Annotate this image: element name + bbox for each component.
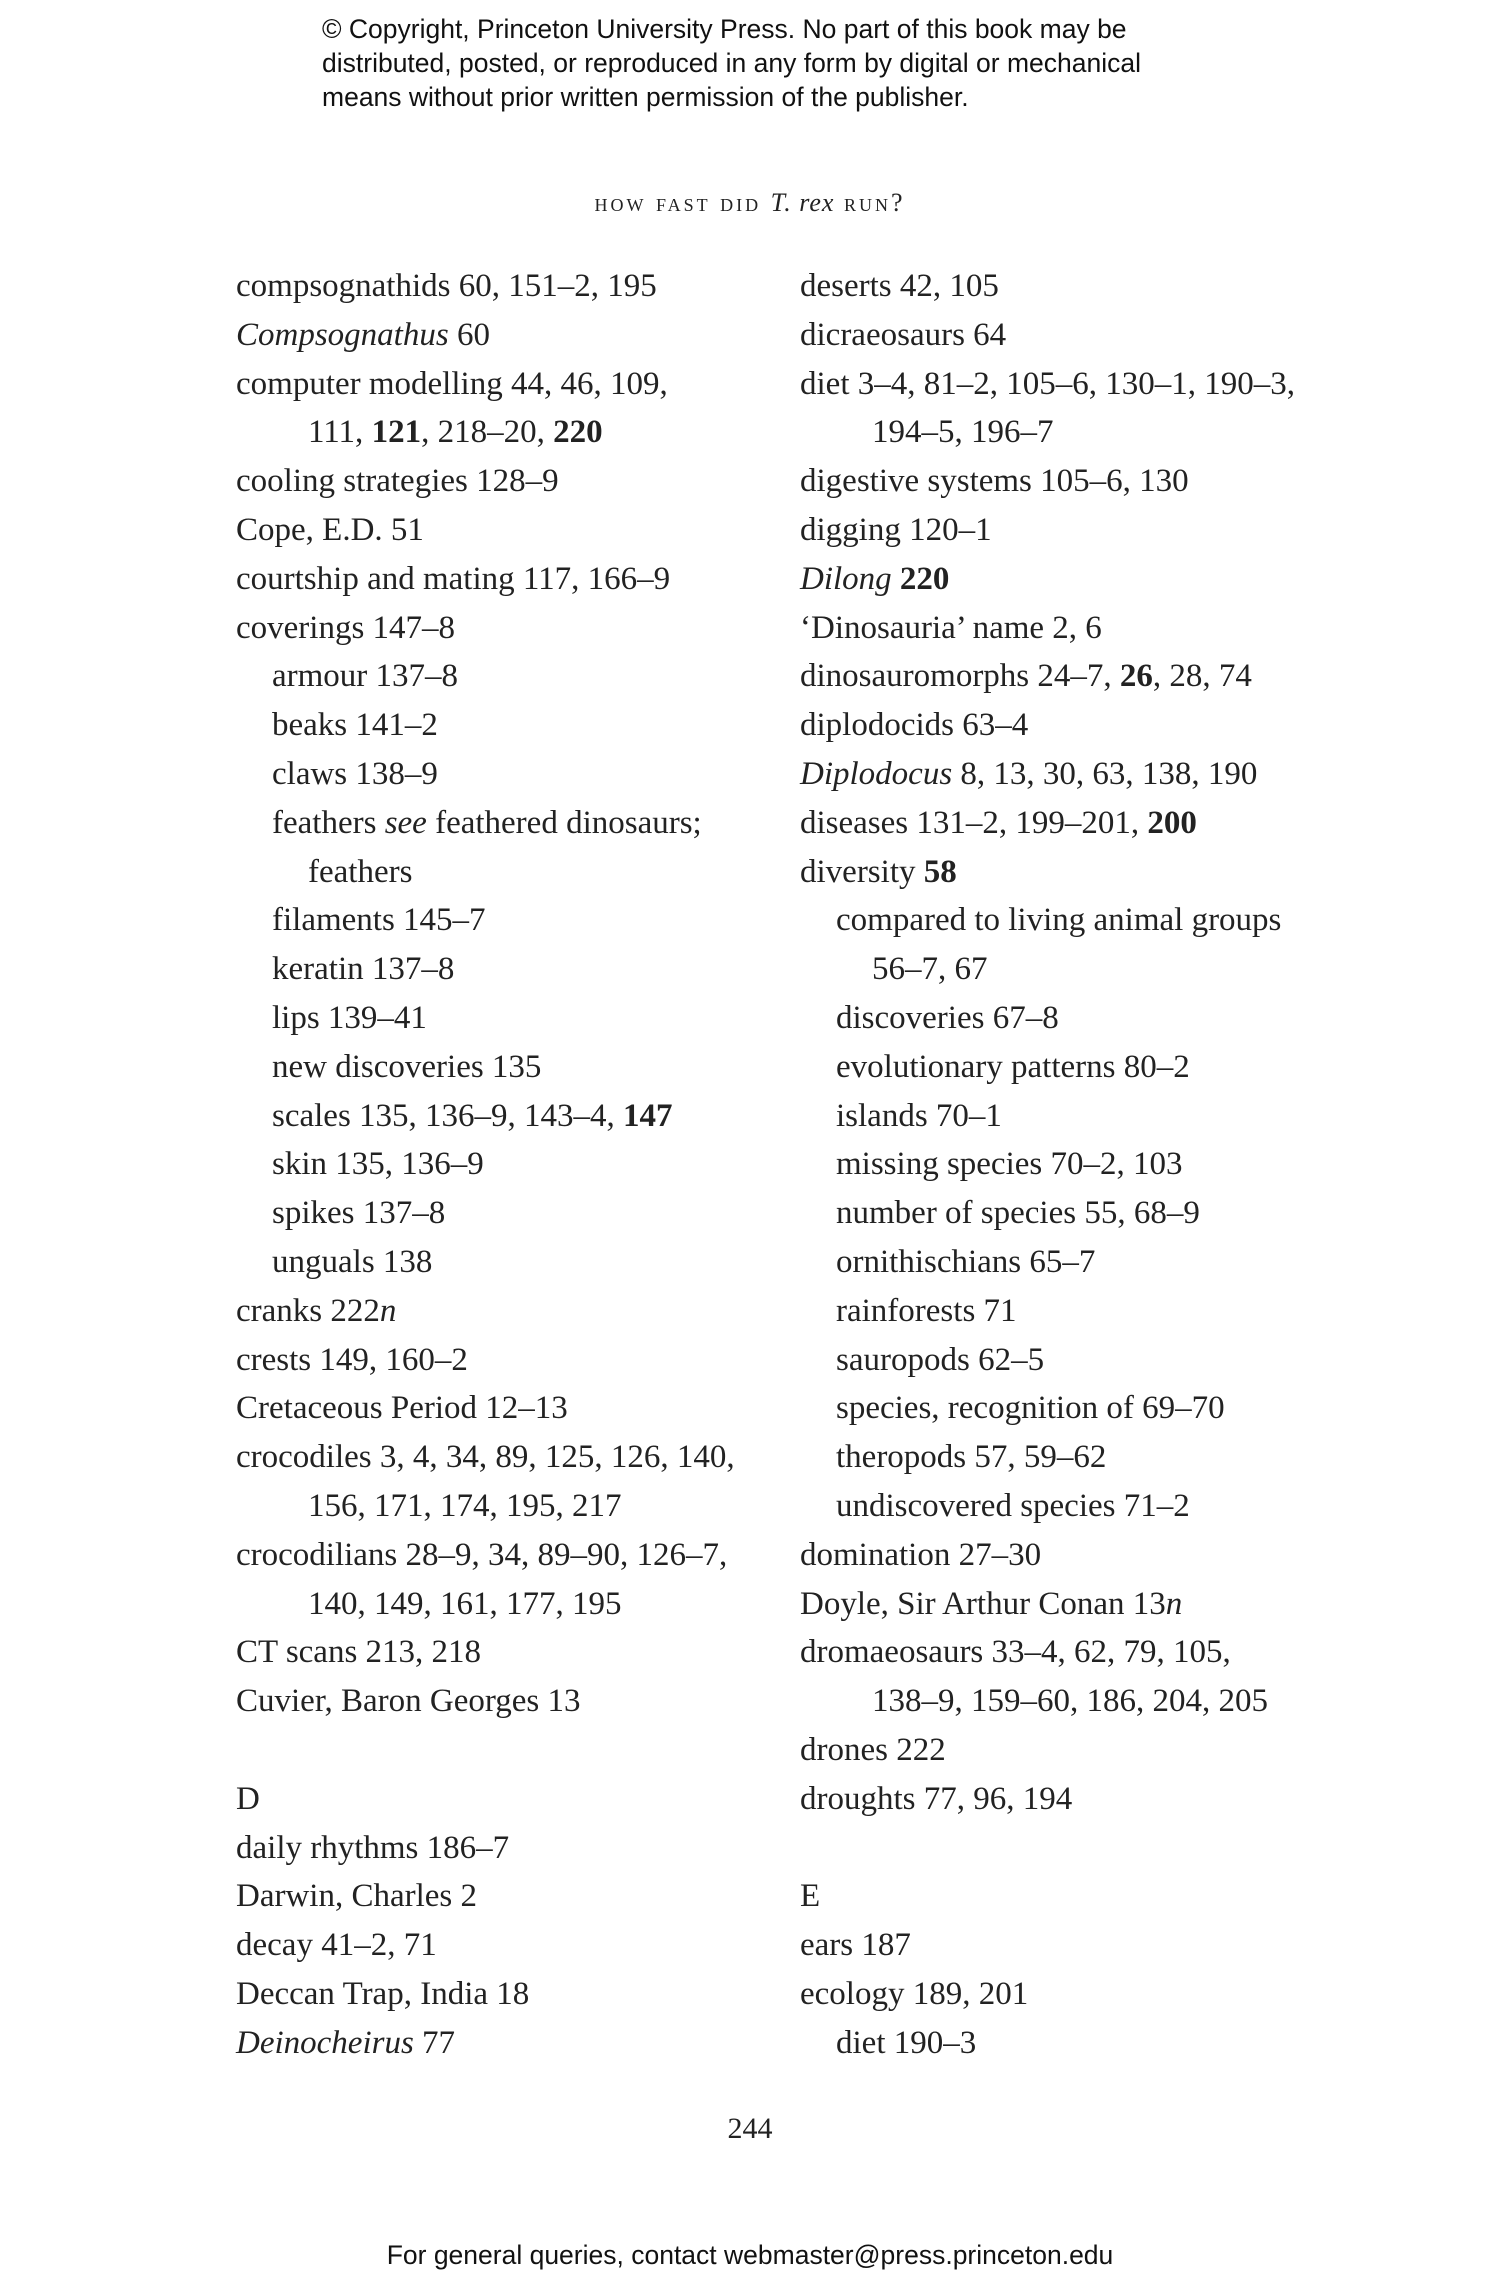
index-entry-text: deserts 42, 105 <box>800 268 999 304</box>
index-entry <box>236 2019 776 2068</box>
index-entry-text: 8, 13, 30, 63, 138, 190 <box>952 755 1258 792</box>
index-entry-text: dinosauromorphs 24–7, <box>800 658 1120 695</box>
index-entry <box>236 1970 776 2019</box>
index-entry-text: see <box>384 804 427 841</box>
index-entry-text: 200 <box>1147 804 1197 841</box>
index-entry <box>236 262 776 311</box>
index-entry <box>800 1531 1360 1580</box>
index-entry <box>800 360 1360 409</box>
index-entry <box>236 1384 776 1433</box>
index-entry-text: E <box>800 1878 821 1915</box>
index-entry-text: feathers <box>308 853 413 890</box>
index-entry <box>236 1287 776 1336</box>
index-entry <box>800 1970 1360 2019</box>
index-entry-text: droughts 77, 96, 194 <box>800 1780 1073 1817</box>
index-entry-text: Deccan Trap, India 18 <box>236 1975 530 2012</box>
running-head-part2: run? <box>843 188 906 217</box>
copyright-line: means without prior written permission of the publisher. <box>322 82 969 112</box>
index-entry-text: cooling strategies 128–9 <box>236 463 559 500</box>
page-number: 244 <box>727 2112 773 2145</box>
index-spacer <box>800 1824 1360 1873</box>
index-entry <box>800 1921 1360 1970</box>
index-entry <box>236 1433 776 1482</box>
index-entry-text: 156, 171, 174, 195, 217 <box>308 1487 622 1524</box>
index-entry <box>236 1531 776 1580</box>
index-entry <box>800 1433 1360 1482</box>
index-entry <box>800 1384 1360 1433</box>
copyright-line: distributed, posted, or reproduced in any form by digital or mechanical <box>322 48 1141 78</box>
index-entry-text: diet 3–4, 81–2, 105–6, 130–1, 190–3, <box>800 365 1295 402</box>
index-entry-text: diplodocids 63–4 <box>800 707 1029 744</box>
index-entry-text: drones 222 <box>800 1731 946 1768</box>
index-entry-text: filaments 145–7 <box>272 902 486 939</box>
index-entry-text: , 28, 74 <box>1152 658 1252 695</box>
index-entry <box>800 555 1360 604</box>
index-entry-text: rainforests 71 <box>836 1292 1017 1329</box>
index-entry-text: n <box>379 1292 397 1329</box>
index-entry <box>800 848 1360 897</box>
index-entry-text: Dilong <box>800 560 892 597</box>
index-entry <box>236 994 776 1043</box>
index-entry-text: theropods 57, 59–62 <box>836 1439 1107 1476</box>
index-entry <box>800 1726 1360 1775</box>
index-entry <box>800 1287 1360 1336</box>
index-entry-text: 194–5, 196–7 <box>872 414 1054 451</box>
index-entry-text: feathered dinosaurs; <box>426 804 702 841</box>
index-entry-text: courtship and mating 117, 166–9 <box>236 560 671 597</box>
index-entry-text: 77 <box>413 2024 456 2061</box>
index-entry-text: digging 120–1 <box>800 511 992 548</box>
index-entry <box>236 945 776 994</box>
index-entry-text: Compsognathus <box>236 316 449 353</box>
index-entry-text: 56–7, 67 <box>872 951 988 988</box>
index-entry-text: islands 70–1 <box>836 1097 1002 1134</box>
index-entry <box>800 1092 1360 1141</box>
index-entry-text: 140, 149, 161, 177, 195 <box>308 1585 622 1622</box>
index-entry-text: new discoveries 135 <box>272 1048 542 1085</box>
index-entry-text: number of species 55, 68–9 <box>836 1195 1200 1232</box>
index-entry <box>800 457 1360 506</box>
index-entry <box>800 311 1360 360</box>
index-entry <box>800 750 1360 799</box>
index-entry-text: ornithischians 65–7 <box>836 1243 1096 1280</box>
index-entry <box>236 1092 776 1141</box>
index-entry-text: 138–9, 159–60, 186, 204, 205 <box>872 1683 1268 1720</box>
index-entry-text: domination 27–30 <box>800 1536 1042 1573</box>
index-entry <box>236 750 776 799</box>
index-entry-text: feathers <box>272 804 385 841</box>
index-entry-text: scales 135, 136–9, 143–4, <box>272 1097 624 1134</box>
index-entry <box>236 1677 776 1726</box>
index-entry-text: digestive systems 105–6, 130 <box>800 463 1189 500</box>
index-entry-text: 147 <box>623 1097 673 1134</box>
index-entry <box>800 1043 1360 1092</box>
index-entry-text: claws 138–9 <box>272 755 438 792</box>
index-entry-text: ‘Dinosauria’ name 2, 6 <box>800 609 1102 646</box>
index-entry <box>800 1872 1360 1921</box>
index-entry <box>800 1677 1360 1726</box>
index-entry <box>800 2019 1360 2068</box>
index-entry-text: armour 137–8 <box>272 658 459 695</box>
index-entry <box>800 506 1360 555</box>
index-entry <box>236 1580 776 1629</box>
index-entry-text: computer modelling 44, 46, 109, <box>236 365 668 402</box>
index-entry <box>800 896 1360 945</box>
running-head-part1: how fast did <box>594 188 762 217</box>
index-entry-text: Darwin, Charles 2 <box>236 1878 478 1915</box>
index-entry-text: sauropods 62–5 <box>836 1341 1045 1378</box>
index-entry <box>236 1336 776 1385</box>
index-entry-text: ecology 189, 201 <box>800 1975 1029 2012</box>
index-entry <box>236 1189 776 1238</box>
index-entry-text: unguals 138 <box>272 1243 433 1280</box>
index-entry <box>236 652 776 701</box>
index-entry <box>236 701 776 750</box>
index-entry <box>236 506 776 555</box>
index-entry <box>236 1238 776 1287</box>
index-entry-text: compared to living animal groups <box>836 902 1282 939</box>
index-entry <box>236 604 776 653</box>
index-entry <box>800 1140 1360 1189</box>
index-entry-text: dromaeosaurs 33–4, 62, 79, 105, <box>800 1634 1231 1671</box>
index-entry <box>800 1238 1360 1287</box>
index-entry <box>236 799 776 848</box>
index-entry-text: spikes 137–8 <box>272 1195 446 1232</box>
index-entry-text: crests 149, 160–2 <box>236 1341 468 1378</box>
copyright-line: © Copyright, Princeton University Press. No part of this book may be <box>322 14 1127 44</box>
index-entry <box>800 701 1360 750</box>
index-entry-text: Cretaceous Period 12–13 <box>236 1390 568 1427</box>
index-entry-text: beaks 141–2 <box>272 707 438 744</box>
index-entry-text: dicraeosaurs 64 <box>800 316 1007 353</box>
running-head <box>0 188 1500 218</box>
index-entry-text <box>892 561 900 597</box>
index-entry-text: , 218–20, <box>421 414 554 451</box>
index-entry-text: diet 190–3 <box>836 2024 977 2061</box>
index-entry <box>236 1482 776 1531</box>
index-entry-text: decay 41–2, 71 <box>236 1927 437 1964</box>
index-entry <box>236 457 776 506</box>
index-entry <box>236 1140 776 1189</box>
index-entry-text: Diplodocus <box>800 755 953 792</box>
index-entry <box>800 262 1360 311</box>
index-entry <box>800 994 1360 1043</box>
index-entry <box>236 408 776 457</box>
index-entry <box>236 1824 776 1873</box>
index-entry-text: D <box>236 1780 260 1817</box>
index-entry-text: 220 <box>553 414 603 451</box>
index-entry-text: crocodilians 28–9, 34, 89–90, 126–7, <box>236 1536 728 1573</box>
index-entry-text: Cuvier, Baron Georges 13 <box>236 1683 581 1720</box>
index-entry <box>236 1628 776 1677</box>
index-entry <box>800 1628 1360 1677</box>
index-entry-text: Doyle, Sir Arthur Conan 13 <box>800 1585 1166 1622</box>
index-entry-text: 58 <box>923 853 957 890</box>
index-entry-text: discoveries 67–8 <box>836 999 1059 1036</box>
index-entry-text: undiscovered species 71–2 <box>836 1487 1190 1524</box>
index-entry <box>800 1482 1360 1531</box>
index-entry-text: ears 187 <box>800 1927 911 1964</box>
index-entry <box>236 1043 776 1092</box>
index-entry-text: 121 <box>371 414 422 451</box>
index-entry-text: Deinocheirus <box>236 2024 414 2061</box>
index-entry-text: Cope, E.D. 51 <box>236 511 424 548</box>
index-entry <box>800 1189 1360 1238</box>
index-entry-text: coverings 147–8 <box>236 609 456 646</box>
index-entry <box>800 408 1360 457</box>
copyright-notice <box>322 12 1322 114</box>
index-entry <box>236 311 776 360</box>
index-entry <box>800 604 1360 653</box>
index-entry-text: 60 <box>448 316 490 353</box>
index-entry-text: diversity <box>800 853 924 890</box>
index-entry <box>236 360 776 409</box>
index-entry <box>800 652 1360 701</box>
index-entry-text: n <box>1165 1585 1183 1622</box>
index-entry <box>236 896 776 945</box>
index-entry-text: cranks 222 <box>236 1292 380 1329</box>
index-entry-text: 220 <box>899 560 950 597</box>
index-entry-text: crocodiles 3, 4, 34, 89, 125, 126, 140, <box>236 1439 735 1476</box>
index-entry-text: lips 139–41 <box>272 999 427 1036</box>
index-entry <box>236 555 776 604</box>
index-entry-text: diseases 131–2, 199–201, <box>800 804 1148 841</box>
index-entry-text: 26 <box>1119 658 1153 695</box>
index-entry-text: daily rhythms 186–7 <box>236 1829 510 1866</box>
index-entry-text: evolutionary patterns 80–2 <box>836 1048 1190 1085</box>
index-entry-text: compsognathids 60, 151–2, 195 <box>236 268 657 304</box>
index-entry-text: skin 135, 136–9 <box>272 1146 484 1183</box>
index-entry-text: keratin 137–8 <box>272 951 455 988</box>
index-entry <box>800 1775 1360 1824</box>
index-entry-text: 111, <box>308 414 372 451</box>
index-column-left <box>236 262 776 2067</box>
index-entry <box>800 1580 1360 1629</box>
index-entry <box>236 848 776 897</box>
index-entry-text: missing species 70–2, 103 <box>836 1146 1183 1183</box>
index-entry-text: CT scans 213, 218 <box>236 1634 482 1671</box>
index-entry <box>800 1336 1360 1385</box>
running-head-italic: T. rex <box>770 188 835 217</box>
index-entry <box>800 799 1360 848</box>
index-entry <box>236 1872 776 1921</box>
index-entry-text: species, recognition of 69–70 <box>836 1390 1225 1427</box>
index-entry <box>236 1921 776 1970</box>
index-spacer <box>236 1726 776 1775</box>
index-entry <box>800 945 1360 994</box>
index-column-right <box>800 262 1360 2067</box>
footer-contact: For general queries, contact webmaster@press.princeton.edu <box>386 2240 1114 2270</box>
index-entry <box>236 1775 776 1824</box>
